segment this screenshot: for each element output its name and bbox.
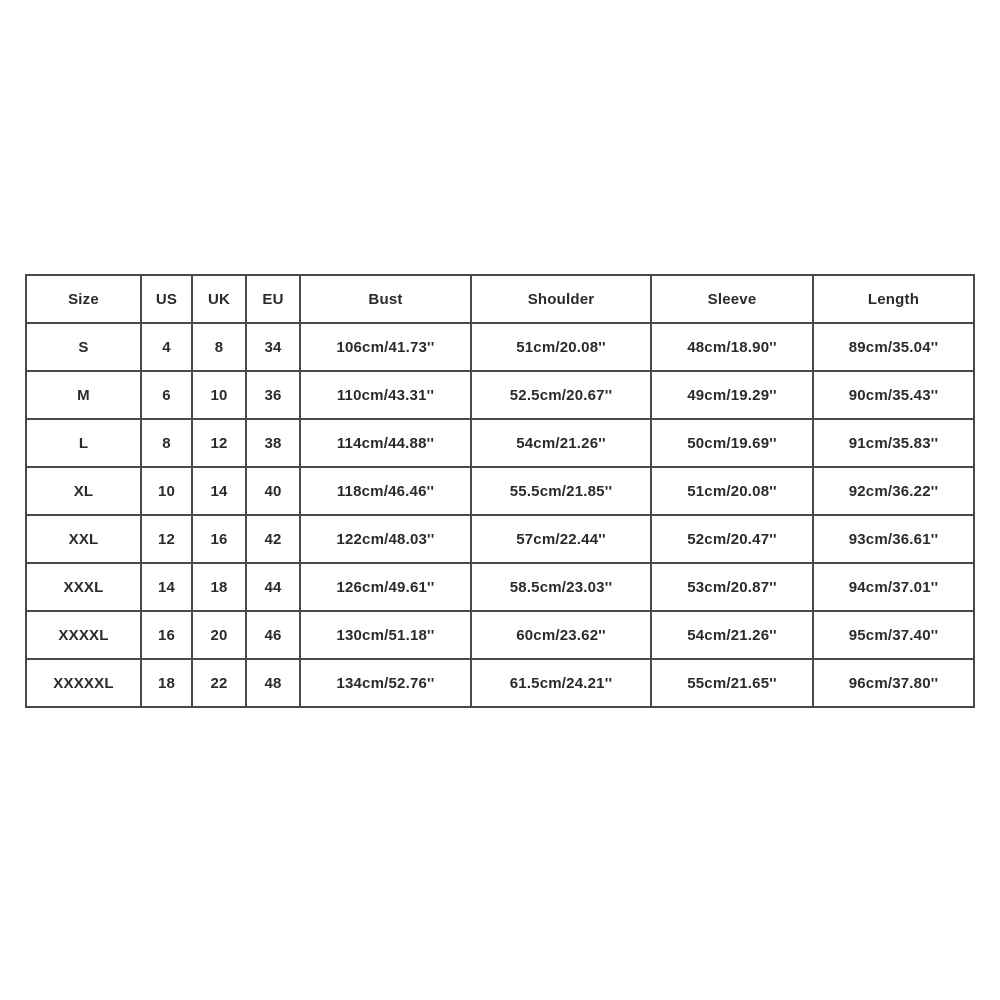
measurement-cell: 10 — [192, 371, 246, 419]
measurement-cell: 134cm/52.76'' — [300, 659, 471, 707]
measurement-cell: 90cm/35.43'' — [813, 371, 974, 419]
header-row — [26, 275, 974, 323]
column-header-size: Size — [26, 275, 141, 323]
measurement-cell: 57cm/22.44'' — [471, 515, 651, 563]
measurement-cell: 38 — [246, 419, 300, 467]
size-label-cell: XXXXL — [26, 611, 141, 659]
measurement-cell: 6 — [141, 371, 192, 419]
measurement-cell: 54cm/21.26'' — [471, 419, 651, 467]
measurement-cell: 48cm/18.90'' — [651, 323, 813, 371]
table-row — [26, 467, 974, 515]
measurement-cell: 50cm/19.69'' — [651, 419, 813, 467]
measurement-cell: 34 — [246, 323, 300, 371]
measurement-cell: 40 — [246, 467, 300, 515]
measurement-cell: 110cm/43.31'' — [300, 371, 471, 419]
measurement-cell: 91cm/35.83'' — [813, 419, 974, 467]
measurement-cell: 12 — [141, 515, 192, 563]
column-header-bust: Bust — [300, 275, 471, 323]
measurement-cell: 49cm/19.29'' — [651, 371, 813, 419]
column-header-sleeve: Sleeve — [651, 275, 813, 323]
measurement-cell: 122cm/48.03'' — [300, 515, 471, 563]
measurement-cell: 18 — [141, 659, 192, 707]
measurement-cell: 89cm/35.04'' — [813, 323, 974, 371]
measurement-cell: 52cm/20.47'' — [651, 515, 813, 563]
measurement-cell: 126cm/49.61'' — [300, 563, 471, 611]
table-row — [26, 659, 974, 707]
measurement-cell: 16 — [192, 515, 246, 563]
measurement-cell: 44 — [246, 563, 300, 611]
measurement-cell: 20 — [192, 611, 246, 659]
size-label-cell: XXXXXL — [26, 659, 141, 707]
size-label-cell: XL — [26, 467, 141, 515]
measurement-cell: 48 — [246, 659, 300, 707]
measurement-cell: 54cm/21.26'' — [651, 611, 813, 659]
measurement-cell: 4 — [141, 323, 192, 371]
measurement-cell: 16 — [141, 611, 192, 659]
table-row — [26, 563, 974, 611]
measurement-cell: 130cm/51.18'' — [300, 611, 471, 659]
table-row — [26, 323, 974, 371]
column-header-length: Length — [813, 275, 974, 323]
measurement-cell: 55cm/21.65'' — [651, 659, 813, 707]
size-chart-body — [26, 323, 974, 707]
measurement-cell: 60cm/23.62'' — [471, 611, 651, 659]
measurement-cell: 18 — [192, 563, 246, 611]
measurement-cell: 22 — [192, 659, 246, 707]
measurement-cell: 52.5cm/20.67'' — [471, 371, 651, 419]
table-row — [26, 611, 974, 659]
table-row — [26, 371, 974, 419]
measurement-cell: 14 — [141, 563, 192, 611]
size-label-cell: S — [26, 323, 141, 371]
measurement-cell: 94cm/37.01'' — [813, 563, 974, 611]
size-label-cell: L — [26, 419, 141, 467]
size-label-cell: XXL — [26, 515, 141, 563]
measurement-cell: 55.5cm/21.85'' — [471, 467, 651, 515]
table-row — [26, 419, 974, 467]
measurement-cell: 14 — [192, 467, 246, 515]
measurement-cell: 93cm/36.61'' — [813, 515, 974, 563]
size-chart-table — [25, 274, 975, 708]
measurement-cell: 8 — [141, 419, 192, 467]
size-label-cell: XXXL — [26, 563, 141, 611]
measurement-cell: 46 — [246, 611, 300, 659]
measurement-cell: 118cm/46.46'' — [300, 467, 471, 515]
measurement-cell: 58.5cm/23.03'' — [471, 563, 651, 611]
column-header-shoulder: Shoulder — [471, 275, 651, 323]
size-label-cell: M — [26, 371, 141, 419]
size-chart-container — [25, 274, 973, 708]
measurement-cell: 10 — [141, 467, 192, 515]
column-header-uk: UK — [192, 275, 246, 323]
measurement-cell: 96cm/37.80'' — [813, 659, 974, 707]
measurement-cell: 12 — [192, 419, 246, 467]
measurement-cell: 61.5cm/24.21'' — [471, 659, 651, 707]
measurement-cell: 95cm/37.40'' — [813, 611, 974, 659]
table-row — [26, 515, 974, 563]
column-header-eu: EU — [246, 275, 300, 323]
measurement-cell: 92cm/36.22'' — [813, 467, 974, 515]
measurement-cell: 51cm/20.08'' — [471, 323, 651, 371]
measurement-cell: 114cm/44.88'' — [300, 419, 471, 467]
measurement-cell: 106cm/41.73'' — [300, 323, 471, 371]
measurement-cell: 36 — [246, 371, 300, 419]
measurement-cell: 42 — [246, 515, 300, 563]
measurement-cell: 51cm/20.08'' — [651, 467, 813, 515]
measurement-cell: 53cm/20.87'' — [651, 563, 813, 611]
measurement-cell: 8 — [192, 323, 246, 371]
column-header-us: US — [141, 275, 192, 323]
